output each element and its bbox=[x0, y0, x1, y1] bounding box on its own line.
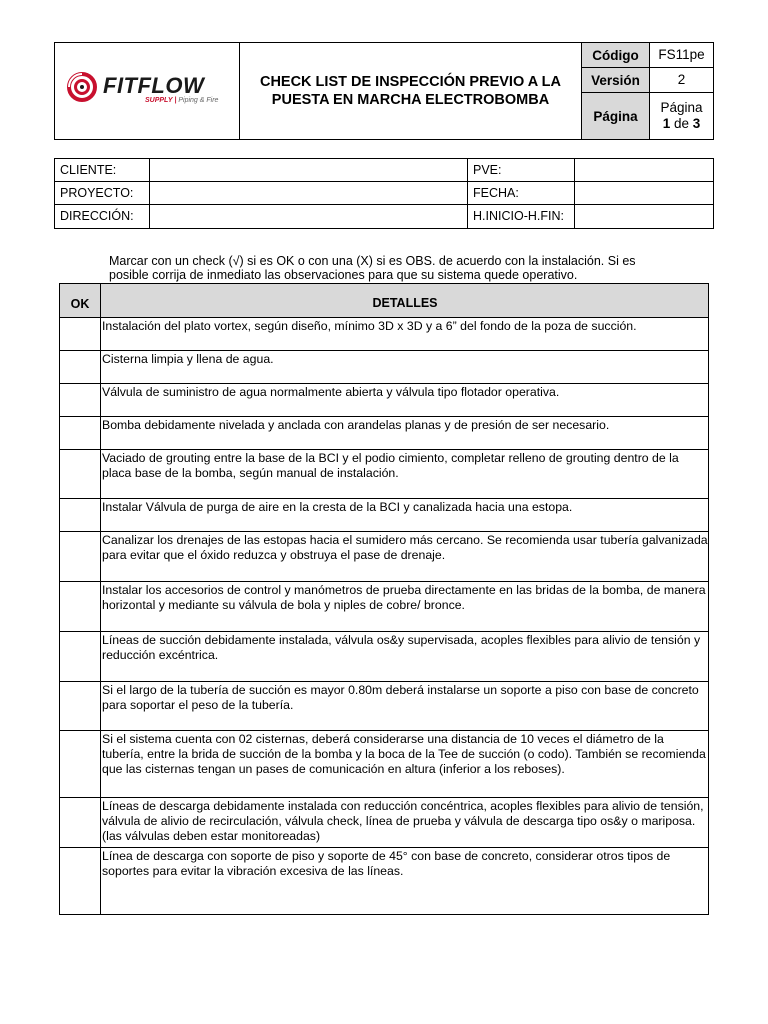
logo-subtitle: SUPPLY | Piping & Fire bbox=[145, 97, 219, 104]
table-row bbox=[60, 731, 708, 798]
table-row bbox=[60, 582, 708, 632]
pagina-value: Página 1 de 3 bbox=[660, 100, 703, 131]
ok-check-cell[interactable] bbox=[60, 450, 101, 498]
detail-text: Válvula de suministro de agua normalmente abierta y válvula tipo flotador operativa. bbox=[102, 385, 560, 399]
detail-text: Cisterna limpia y llena de agua. bbox=[102, 352, 274, 366]
ok-check-cell[interactable] bbox=[60, 582, 101, 631]
hinicio-label: H.INICIO-H.FIN: bbox=[468, 205, 575, 228]
cliente-label: CLIENTE: bbox=[55, 159, 150, 182]
fitflow-logo bbox=[65, 69, 230, 109]
ok-check-cell[interactable] bbox=[60, 499, 101, 531]
codigo-value: FS11pe bbox=[650, 43, 713, 68]
cliente-field[interactable] bbox=[150, 159, 468, 182]
table-row bbox=[60, 499, 708, 532]
proyecto-field[interactable] bbox=[150, 182, 468, 205]
checklist-header-row bbox=[60, 284, 708, 318]
codigo-label: Código bbox=[582, 43, 650, 68]
instruction-text: Marcar con un check (√) si es OK o con una (X) si es OBS. de acuerdo con la instalación. Si es posible corrija de inmediato las observaciones para que su sistema quede operativo. bbox=[109, 254, 636, 282]
fecha-label: FECHA: bbox=[468, 182, 575, 205]
ok-check-cell[interactable] bbox=[60, 318, 101, 350]
ok-check-cell[interactable] bbox=[60, 351, 101, 383]
detail-text: Si el largo de la tubería de succión es mayor 0.80m deberá instalarse un soporte a piso con base de concreto para soportar el peso de la tubería. bbox=[102, 683, 699, 712]
table-row bbox=[60, 532, 708, 582]
table-row bbox=[60, 384, 708, 417]
logo-swirl-icon bbox=[65, 71, 101, 103]
checklist-table bbox=[59, 283, 709, 915]
pve-field[interactable] bbox=[575, 159, 713, 182]
pve-label: PVE: bbox=[468, 159, 575, 182]
table-row bbox=[60, 417, 708, 450]
ok-check-cell[interactable] bbox=[60, 632, 101, 681]
ok-check-cell[interactable] bbox=[60, 798, 101, 847]
direccion-field[interactable] bbox=[150, 205, 468, 228]
table-row bbox=[60, 682, 708, 731]
detalles-column-header: DETALLES bbox=[372, 296, 438, 310]
document-header bbox=[54, 42, 714, 140]
ok-check-cell[interactable] bbox=[60, 731, 101, 797]
version-value: 2 bbox=[650, 68, 713, 93]
ok-column-header: OK bbox=[60, 284, 101, 317]
fecha-field[interactable] bbox=[575, 182, 713, 205]
ok-check-cell[interactable] bbox=[60, 532, 101, 581]
logo-cell bbox=[55, 43, 240, 139]
detail-text: Si el sistema cuenta con 02 cisternas, deberá considerarse una distancia de 10 veces el diámetro de la tubería, entre la brida de succión de la bomba y la boca de la Tee de succión (o codo). También se recomienda que las cisternas tengan un pases de comunicación en altura (inferior a los reboses). bbox=[102, 732, 706, 776]
detail-text: Líneas de descarga debidamente instalada con reducción concéntrica, acoples flexibles para alivio de tensión, válvula de alivio de recirculación, válvula check, línea de prueba y válvula de descarga tipo os&y o mariposa. (las válvulas deben estar monitoreadas) bbox=[102, 799, 704, 843]
client-info-table bbox=[54, 158, 714, 229]
table-row bbox=[60, 318, 708, 351]
detail-text: Bomba debidamente nivelada y anclada con arandelas planas y de presión de ser necesario. bbox=[102, 418, 610, 432]
ok-check-cell[interactable] bbox=[60, 417, 101, 449]
ok-check-cell[interactable] bbox=[60, 384, 101, 416]
detail-text: Canalizar los drenajes de las estopas hacia el sumidero más cercano. Se recomienda usar tubería galvanizada para evitar que el óxido reduzca y obstruya el pase de drenaje. bbox=[102, 533, 708, 562]
version-label: Versión bbox=[582, 68, 650, 93]
detail-text: Instalar Válvula de purga de aire en la cresta de la BCI y canalizada hacia una estopa. bbox=[102, 500, 573, 514]
document-title: CHECK LIST DE INSPECCIÓN PREVIO A LA PUESTA EN MARCHA ELECTROBOMBA bbox=[240, 43, 582, 139]
table-row bbox=[60, 450, 708, 499]
logo-wordmark: FITFLOW bbox=[103, 73, 205, 98]
table-row bbox=[60, 632, 708, 682]
pagina-label: Página bbox=[582, 93, 650, 139]
detail-text: Instalar los accesorios de control y manómetros de prueba directamente en las bridas de la bomba, de manera horizontal y mediante su válvula de bola y niples de cobre/ bronce. bbox=[102, 583, 706, 612]
table-row bbox=[60, 351, 708, 384]
table-row bbox=[60, 798, 708, 848]
ok-check-cell[interactable] bbox=[60, 682, 101, 730]
detail-text: Líneas de succión debidamente instalada, válvula os&y supervisada, acoples flexibles para alivio de tensión y reducción excéntrica. bbox=[102, 633, 701, 662]
proyecto-label: PROYECTO: bbox=[55, 182, 150, 205]
detail-text: Línea de descarga con soporte de piso y soporte de 45° con base de concreto, considerar otros tipos de soportes para evitar la vibración excesiva de las líneas. bbox=[102, 849, 671, 878]
detail-text: Instalación del plato vortex, según diseño, mínimo 3D x 3D y a 6” del fondo de la poza de succión. bbox=[102, 319, 637, 333]
hinicio-field[interactable] bbox=[575, 205, 713, 228]
direccion-label: DIRECCIÓN: bbox=[55, 205, 150, 228]
table-row bbox=[60, 848, 708, 914]
detail-text: Vaciado de grouting entre la base de la BCI y el podio cimiento, completar relleno de grouting dentro de la placa base de la bomba, según manual de instalación. bbox=[102, 451, 679, 480]
ok-check-cell[interactable] bbox=[60, 848, 101, 914]
